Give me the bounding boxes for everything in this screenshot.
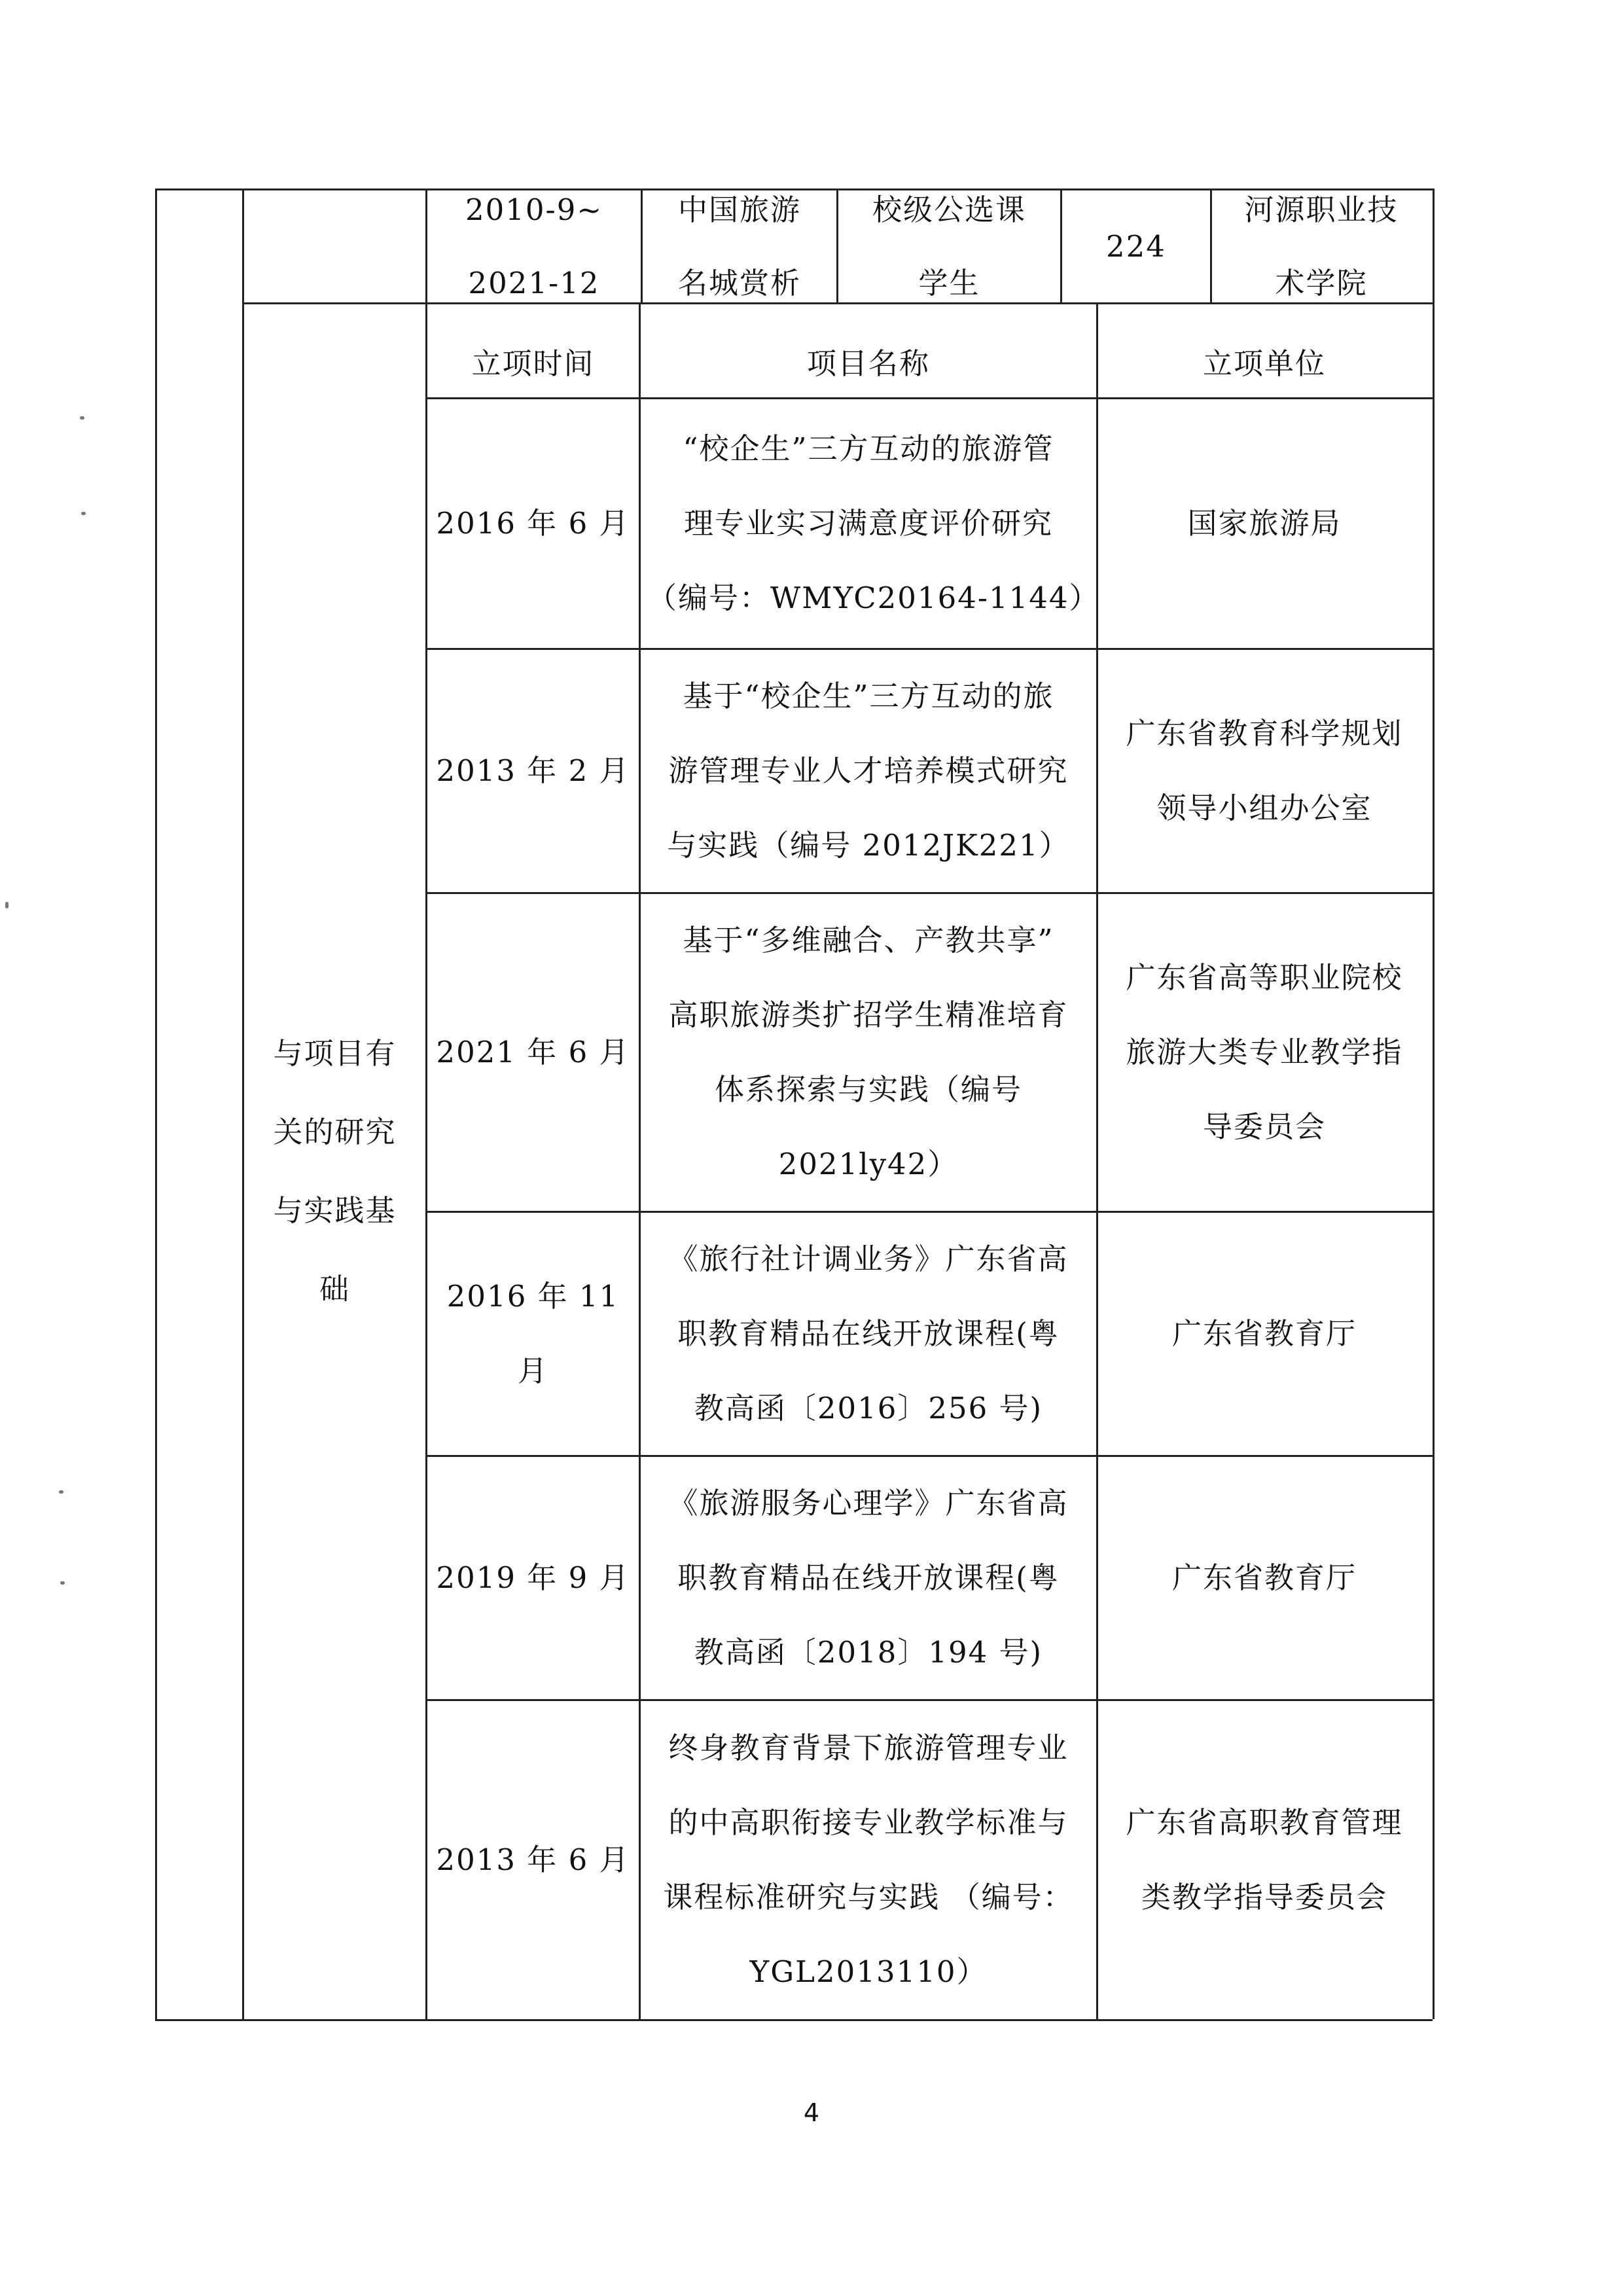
row-4-name: 《旅行社计调业务》广东省高 职教育精品在线开放课程(粤 教高函〔2016〕256 号) (668, 1242, 1069, 1426)
row-5-unit: 广东省教育厅 (1171, 1560, 1357, 1595)
scan-speck (80, 416, 84, 420)
top-row-course: 中国旅游 名城赏析 (677, 192, 801, 300)
row-6-unit: 广东省高职教育管理 类教学指导委员会 (1126, 1805, 1403, 1914)
header-name: 项目名称 (806, 346, 930, 381)
row-2-name: 基于“校企生”三方互动的旅 游管理专业人才培养模式研究 与实践（编号 2012JK221） (667, 679, 1070, 863)
row-5-date: 2019 年 9 月 (436, 1560, 630, 1595)
row-3-unit: 广东省高等职业院校 旅游大类专业教学指 导委员会 (1126, 960, 1403, 1144)
row-6-name: 终身教育背景下旅游管理专业 的中高职衔接专业教学标准与 课程标准研究与实践 （编号： YGL2013110） (663, 1731, 1074, 1989)
row-2-date: 2013 年 2 月 (436, 753, 630, 788)
top-row-school: 河源职业技 术学院 (1244, 192, 1399, 300)
top-row-count: 224 (1106, 228, 1166, 264)
row-6-date: 2013 年 6 月 (436, 1842, 630, 1877)
row-3-name: 基于“多维融合、产教共享” 高职旅游类扩招学生精准培育 体系探索与实践（编号 2021ly42） (668, 923, 1069, 1181)
header-date: 立项时间 (471, 346, 595, 381)
scan-speck (60, 1581, 65, 1585)
row-4-date: 2016 年 11 月 (446, 1279, 620, 1388)
row-5-name: 《旅游服务心理学》广东省高 职教育精品在线开放课程(粤 教高函〔2018〕194 号) (668, 1486, 1069, 1670)
top-row-audience: 校级公选课 学生 (872, 192, 1026, 300)
scan-speck (59, 1490, 63, 1494)
row-4-unit: 广东省教育厅 (1171, 1316, 1357, 1351)
header-unit: 立项单位 (1202, 346, 1326, 381)
row-1-date: 2016 年 6 月 (436, 506, 630, 541)
section-label: 与项目有 关的研究 与实践基 础 (273, 1036, 397, 1306)
row-2-unit: 广东省教育科学规划 领导小组办公室 (1126, 716, 1403, 825)
scan-speck (5, 902, 9, 908)
page-number: 4 (803, 2098, 820, 2127)
row-3-date: 2021 年 6 月 (436, 1035, 630, 1069)
row-1-unit: 国家旅游局 (1187, 506, 1342, 541)
table-bottom-border (155, 2019, 1433, 2021)
top-row-period: 2010-9~ 2021-12 (465, 192, 603, 300)
scan-speck (81, 512, 86, 515)
row-1-name: “校企生”三方互动的旅游管 理专业实习满意度评价研究 （编号：WMYC20164-1144） (647, 431, 1100, 615)
